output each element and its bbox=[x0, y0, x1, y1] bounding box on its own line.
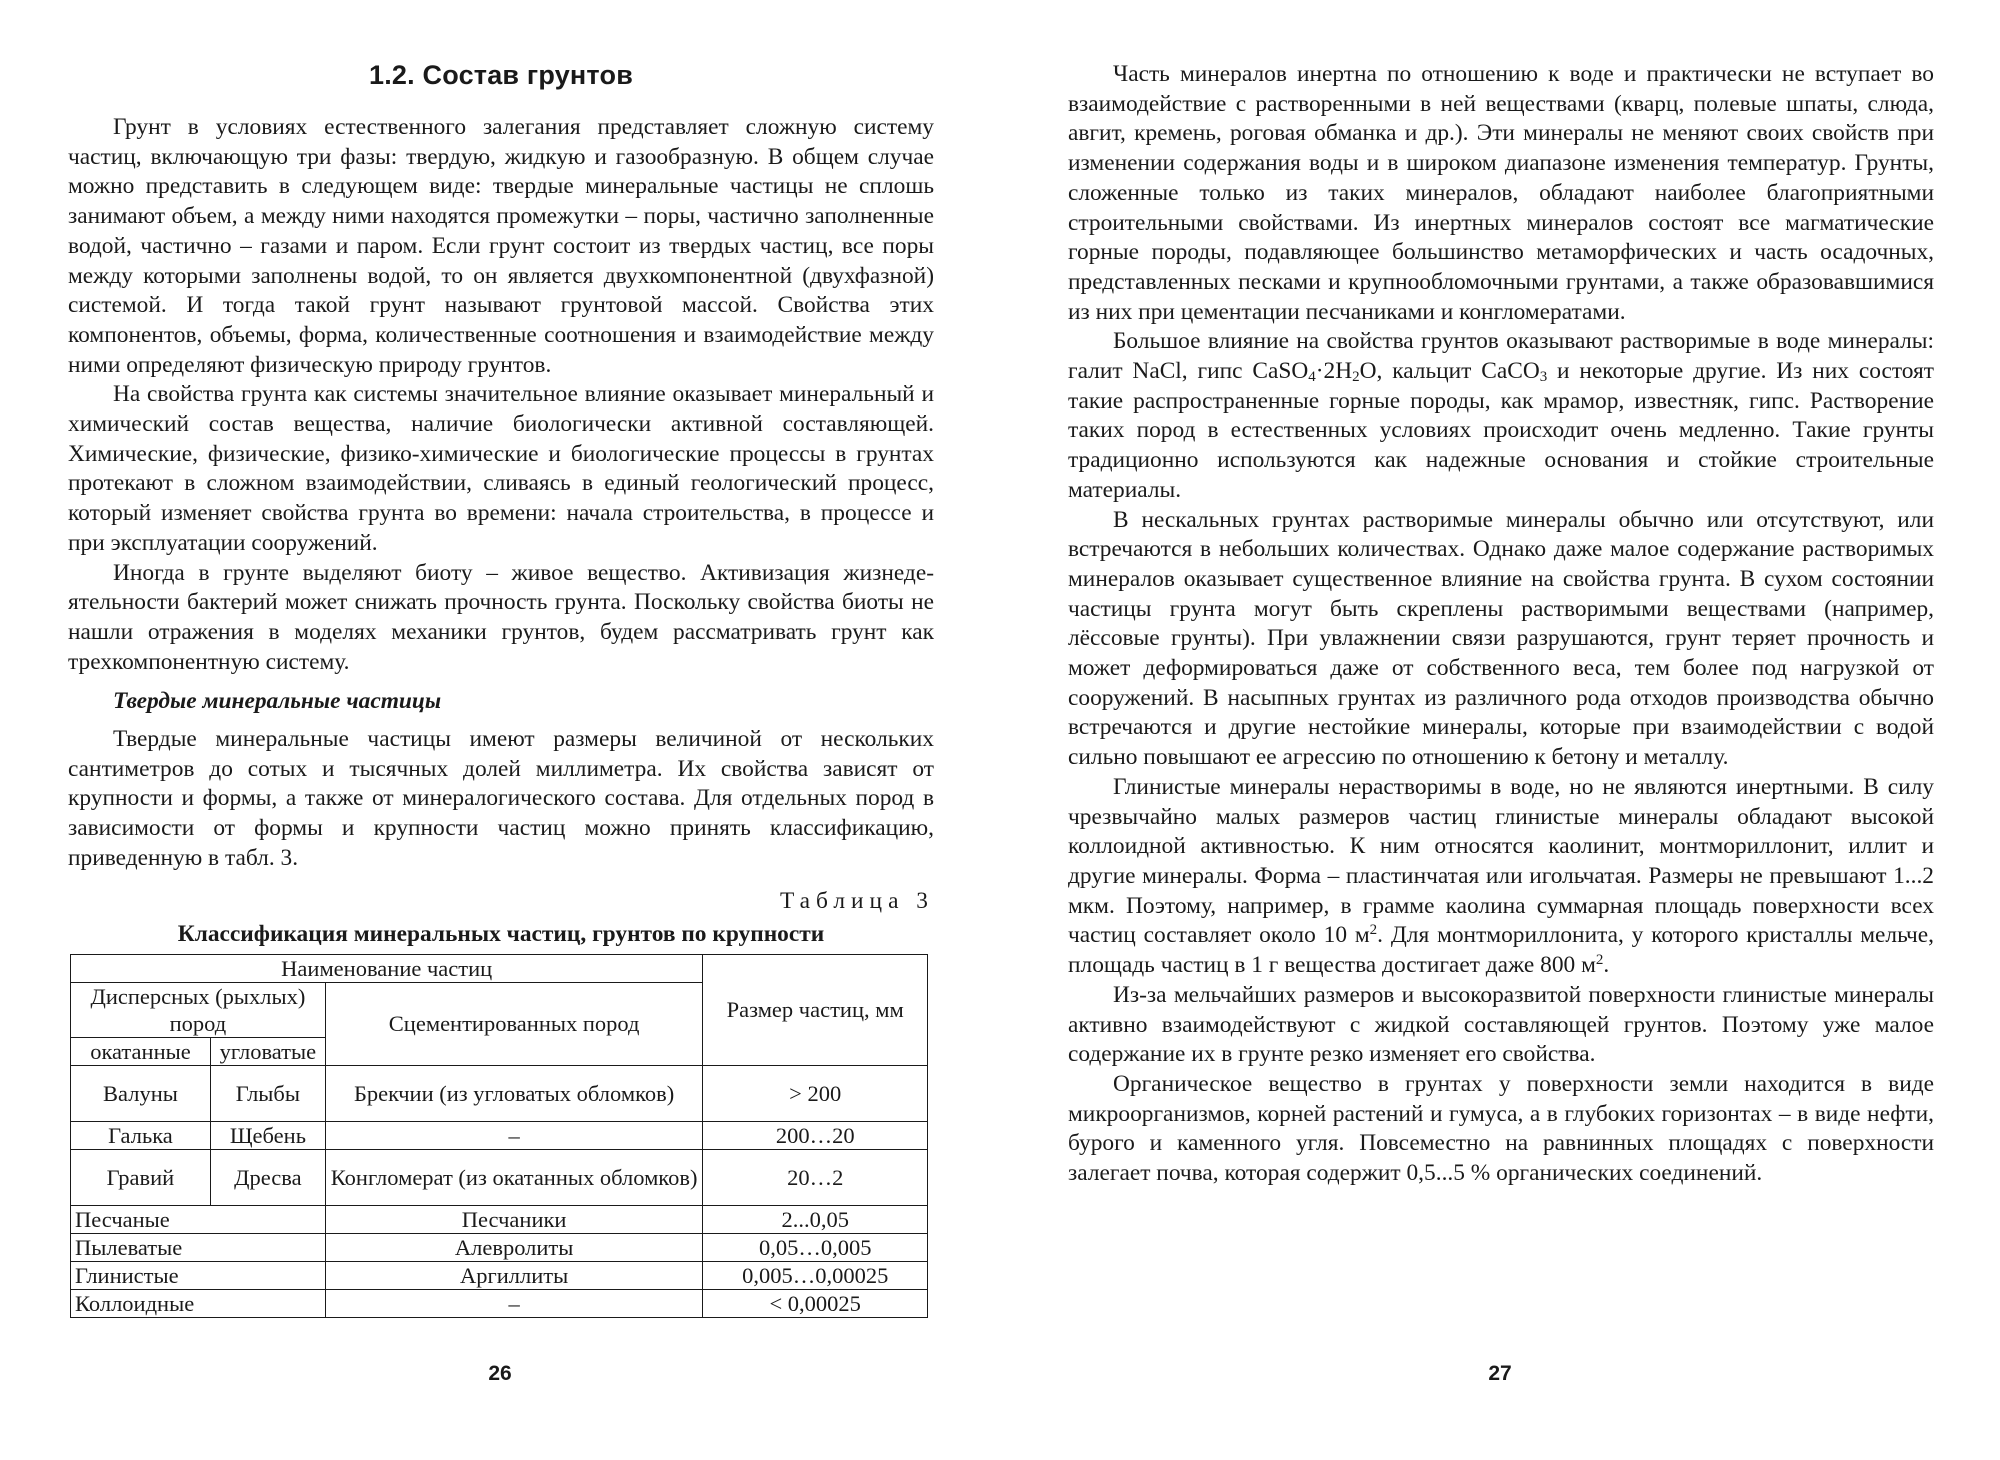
text-run: . bbox=[1603, 952, 1610, 979]
table-cell: 0,05…0,005 bbox=[703, 1233, 928, 1261]
text-run: O, кальцит CaCO bbox=[1359, 358, 1540, 385]
table-cell: Дресва bbox=[210, 1149, 325, 1205]
left-text-column bbox=[68, 60, 934, 1318]
table-row bbox=[71, 1289, 928, 1317]
table-cell: < 0,00025 bbox=[703, 1289, 928, 1317]
table-cell: Глыбы bbox=[210, 1065, 325, 1121]
table-cell: Глинистые bbox=[71, 1261, 326, 1289]
table-cell: Аргиллиты bbox=[325, 1261, 703, 1289]
table-header-size: Размер частиц, мм bbox=[703, 954, 928, 1065]
subscript: 3 bbox=[1539, 369, 1548, 386]
superscript: 2 bbox=[1369, 922, 1378, 939]
right-text-column bbox=[1068, 60, 1934, 1189]
subheading: Твердые минеральные частицы bbox=[113, 688, 442, 715]
paragraph-clay-minerals bbox=[1068, 773, 1934, 981]
table-header-rounded: окатанные bbox=[71, 1037, 211, 1065]
table-cell: Песчаники bbox=[325, 1205, 703, 1233]
table-cell: Песчаные bbox=[71, 1205, 326, 1233]
table-cell: Пылеватые bbox=[71, 1233, 326, 1261]
table-row bbox=[71, 1065, 928, 1121]
table-cell: > 200 bbox=[703, 1065, 928, 1121]
table-cell: Конгломерат (из окатанных обломков) bbox=[325, 1149, 703, 1205]
right-page bbox=[1000, 0, 2000, 1460]
table-header-dispersed: Дисперсных (рыхлых) пород bbox=[71, 982, 326, 1037]
table-row bbox=[71, 1205, 928, 1233]
table-cell: Валуны bbox=[71, 1065, 211, 1121]
text-run: и некоторые другие. Из них состоят такие распространенные горные породы, как мрамор, известняк, гипс. Растворение таких пород в естественных условиях происходит очень медленно. Такие грунты традиционно используются как надежные основания и стойкие строительные материалы. bbox=[1068, 358, 1934, 503]
section-title: 1.2. Состав грунтов bbox=[369, 60, 633, 90]
text-run: . Для монтмориллонита, у которого кристаллы мельче, площадь частиц в 1 г вещества достигает даже 800 м bbox=[1068, 922, 1934, 979]
superscript: 2 bbox=[1595, 952, 1604, 969]
paragraph: Иногда в грунте выделяют биоту – живое вещество. Активизация жизнедеятельности бактерий может снижать прочность грунта. Поскольку свойства биоты не нашли отражения в моделях механики грунтов, будем рассматривать грунт как трехкомпонентную систему. bbox=[68, 559, 934, 675]
table-cell: – bbox=[325, 1289, 703, 1317]
table-row bbox=[71, 1121, 928, 1149]
classification-table bbox=[70, 954, 928, 1318]
page-number: 27 bbox=[1488, 1362, 1512, 1385]
table-cell: Коллоидные bbox=[71, 1289, 326, 1317]
table-header-cemented: Сцементированных пород bbox=[325, 982, 703, 1065]
table-cell: Брекчии (из угловатых обломков) bbox=[325, 1065, 703, 1121]
paragraph: В нескальных грунтах растворимые минералы обычно или отсутствуют, или встречаются в небольших количествах. Однако даже малое содержание растворимых минералов оказывает существенное влияние на свойства грунта. В сухом состоянии частицы грунта могут быть скреплены растворимыми веществами (например, лёссовые грунты). При увлажнении связи разрушаются, грунт теряет прочность и может деформироваться даже от собственного веса, тем более под нагрузкой от сооружений. В насыпных грунтах из различного рода отходов производства обычно встречаются и другие нестойкие минералы, которые при взаимодействии с водой сильно повышают ее агрессию по отношению к бетону и металлу. bbox=[1068, 506, 1934, 771]
table-cell: 2...0,05 bbox=[703, 1205, 928, 1233]
table-row bbox=[71, 1149, 928, 1205]
table-cell: Гравий bbox=[71, 1149, 211, 1205]
paragraph-soluble-minerals bbox=[1068, 327, 1934, 505]
table-label: Таблица 3 bbox=[779, 887, 934, 914]
table-cell: Щебень bbox=[210, 1121, 325, 1149]
text-run: Большое влияние на свойства грунтов оказывают растворимые в воде минералы: галит NaCl, гипс CaSO bbox=[1068, 328, 1934, 385]
table-cell: 20…2 bbox=[703, 1149, 928, 1205]
table-title: Классификация минеральных частиц, грунтов по крупности bbox=[177, 920, 825, 947]
table-header-name: Наименование частиц bbox=[71, 954, 703, 982]
paragraph: Часть минералов инертна по отношению к воде и практически не вступает во взаимодействие с растворенными в ней веществами (кварц, полевые шпаты, слюда, авгит, кремень, роговая обманка и др.). Эти минералы не меняют своих свойств при изменении содержания воды и в широком диапазоне изменения температур. Грунты, сложенные только из таких минералов, обладают наиболее благоприятными строительными свойствами. Из инертных минералов состоят все магматические горные породы, подавляющее большинство метаморфических и часть осадочных, представленных песками и крупнообломочными грунтами, а также образовавшимися из них при цементации песчаниками и конгломератами. bbox=[1068, 61, 1934, 325]
paragraph: Грунт в условиях естественного залегания представляет сложную систему частиц, включающую три фазы: твердую, жидкую и газообразную. В общем случае можно представить в следующем виде: твердые минеральные частицы не сплошь занимают объем, а между ними находятся промежутки – поры, частично заполненные водой, частично – газами и паром. Если грунт состоит из твердых частиц, все поры между которыми заполнены водой, то он является двухкомпонентной (двухфазной) системой. И тогда такой грунт называют грунтовой массой. Свойства этих компонентов, объемы, форма, количественные соотношения и взаимодействие между ними определяют физическую природу грунтов. bbox=[68, 114, 934, 378]
page-number: 26 bbox=[488, 1362, 512, 1385]
table-header-angular: угловатые bbox=[210, 1037, 325, 1065]
subscript: 2 bbox=[1352, 369, 1360, 386]
paragraph: Твердые минеральные частицы имеют размеры величиной от нескольких сантиметров до сотых и тысячных долей миллиметра. Их свойства зависят от крупности и формы, а также от минералогического состава. Для отдельных пород в зависимости от формы и крупности частиц можно принять классификацию, приведенную в табл. 3. bbox=[68, 726, 934, 871]
table-row bbox=[71, 1233, 928, 1261]
paragraph: На свойства грунта как системы значительное влияние оказывает минеральный и химический состав вещества, наличие биологически активной составляющей. Химические, физические, физико-химические и биологические процессы в грунтах протекают в сложном взаимодействии, сливаясь в единый геологический процесс, который изменяет свойства грунта во времени: начала строительства, в процессе и при эксплуатации сооружений. bbox=[68, 381, 934, 556]
subscript: 4 bbox=[1308, 369, 1316, 386]
table-row bbox=[71, 1261, 928, 1289]
table-cell: Галька bbox=[71, 1121, 211, 1149]
table-cell: 0,005…0,00025 bbox=[703, 1261, 928, 1289]
paragraph: Органическое вещество в грунтах у поверхности земли находится в виде микроорганизмов, корней растений и гумуса, а в глубоких горизонтах – в виде нефти, бурого и каменного угля. Повсеместно на равнинных площадях с поверхности залегает почва, которая содержит 0,5...5 % органических соединений. bbox=[1068, 1070, 1934, 1187]
table-cell: 200…20 bbox=[703, 1121, 928, 1149]
paragraph: Из-за мельчайших размеров и высокоразвитой поверхности глинистые минералы активно взаимодействуют с жидкой составляющей грунтов. Поэтому уже малое содержание их в грунте резко изменяет его свойства. bbox=[1068, 981, 1934, 1068]
table-cell: Алевролиты bbox=[325, 1233, 703, 1261]
text-run: ·2H bbox=[1315, 358, 1353, 385]
table-cell: – bbox=[325, 1121, 703, 1149]
text-run: Глинистые минералы нерастворимы в воде, но не являются инертными. В силу чрезвычайно малых размеров частиц глинистые минералы обладают высокой коллоидной активностью. К ним относятся каолинит, монтмориллонит, иллит и другие минералы. Форма – пластинчатая или игольчатая. Размеры не превышают 1...2 мкм. Поэтому, например, в грамме каолина суммарная площадь поверхности всех частиц составляет около 10 м bbox=[1068, 773, 1934, 949]
